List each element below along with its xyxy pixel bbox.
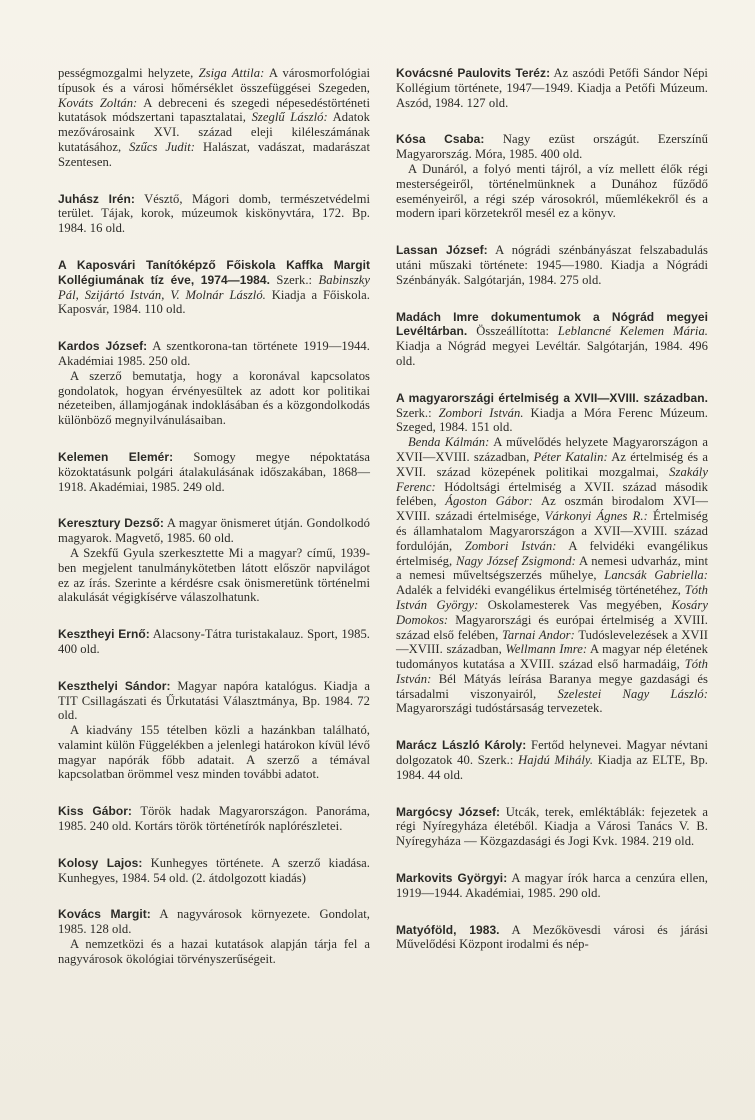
entry-text-fragment: A nemesi udvarház, mint a nemesi műveltségszerzés műhelye, (396, 553, 708, 583)
entry-text (396, 738, 708, 782)
author-name: Tóth István György: (396, 583, 708, 612)
entry-details: A szentkorona-tan története 1919—1944. Akadémiai 1985. 250 old. (58, 339, 370, 368)
entry-details: Az aszódi Petőfi Sándor Népi Kollégium története, 1947—1949. Kiadja a Petőfi Múzeum. Aszód, 1984. 127 old. (396, 66, 708, 110)
bibliography-entry (58, 450, 370, 494)
entry-annotation: A Szekfű Gyula szerkesztette Mi a magyar? című, 1939-ben megjelent tanulmánykötetben látott először napvilágot ez az írás. Szerinte a kérdésre csak önismeretünk történelmi alakulását végigkísérve válaszolhatunk. (58, 545, 370, 605)
author-name: Kesztheyi Ernő: (58, 627, 150, 642)
entry-text (58, 627, 370, 657)
author-name: Szakály Ferenc: (396, 464, 708, 494)
bibliography-entry (58, 258, 370, 317)
entry-details: A nagyvárosok környezete. Gondolat, 1985. 128 old. (58, 907, 370, 937)
entry-text-fragment: A debreceni és szegedi népesedéstörténeti kutatások módszertani tapasztalatai, (58, 95, 370, 125)
entry-text-fragment: pességmozgalmi helyzete, (58, 66, 199, 80)
author-name: Kovács Margit: (58, 907, 151, 922)
entry-text (58, 339, 370, 369)
author-name: Zsiga Attila: (198, 66, 265, 80)
author-name: Keresztury Dezső: (58, 516, 164, 531)
author-name: Péter Katalin: (533, 449, 608, 464)
entry-text (396, 243, 708, 287)
author-name: Nagy József Zsigmond: (456, 553, 576, 568)
entry-details: Kiadja a Nógrád megyei Levéltár. Salgótarján, 1984. 496 old. (396, 339, 708, 368)
bibliography-entry (58, 192, 370, 236)
right-column (396, 66, 708, 967)
entry-text-fragment: A művelődés helyzete Magyarországon a XVII—XVIII. században, (396, 435, 708, 464)
entry-contents (396, 435, 708, 716)
entry-text-fragment: A magyar nép életének tudományos kutatása a XVIII. század első harmadáig, (396, 642, 709, 672)
entry-details: Kunhegyes története. A szerző kiadása. Kunhegyes, 1984. 54 old. (2. átdolgozott kiadás) (58, 855, 370, 885)
author-name: Benda Kálmán: (408, 435, 490, 450)
entry-details: Török hadak Magyarországon. Panoráma, 1985. 240 old. Kortárs török történetírók naplórészletei. (58, 804, 370, 834)
entry-details: A magyar önismeret útján. Gondolkodó magyarok. Magvető, 1985. 60 old. (58, 516, 370, 546)
author-name: Kiss Gábor: (58, 804, 132, 819)
author-name: Zombori István: (464, 538, 557, 553)
entry-text (58, 804, 370, 834)
bibliography-entry (58, 856, 370, 886)
entry-text (396, 132, 708, 162)
author-name: Tarnai Andor: (502, 627, 575, 642)
entry-text-fragment: Hódoltsági értelmiség a XVII. század második felében, (396, 479, 708, 509)
bibliography-entry (396, 805, 708, 849)
entry-details: Kiadja az ELTE, Bp. 1984. 44 old. (396, 753, 708, 782)
entry-text (396, 391, 708, 435)
entry-text-fragment: Magyarországi tudóstársaság tervezetek. (396, 701, 603, 716)
author-name: Lancsák Gabriella: (604, 568, 708, 583)
entry-text-fragment: Halászat, vadászat, madarászat Szentesen. (58, 139, 371, 169)
entry-text-fragment: A városmorfológiai típusok és a városi hőmérséklet összefüggései Szegeden, (58, 66, 371, 95)
editor-names: Babinszky Pál, Szijártó István, V. Molnár László. (58, 272, 370, 302)
bibliography-entry (396, 132, 708, 221)
entry-text (58, 679, 370, 723)
entry-details: Kiadja a Móra Ferenc Múzeum. Szeged, 1984. 151 old. (396, 405, 709, 435)
entry-text (58, 856, 370, 886)
entry-details: Nagy ezüst országút. Ezerszínű Magyarország. Móra, 1985. 400 old. (396, 132, 709, 162)
entry-text (58, 516, 370, 546)
bibliography-entry (396, 66, 708, 110)
bibliography-entry (58, 804, 370, 834)
entry-text-fragment: Adalék a felvidéki evangélikus értelmiség történetéhez, (396, 583, 685, 598)
entry-text-fragment: Adatok mezővárosaink XVI. század eleji kiléleszámának kutatásához, (58, 110, 370, 154)
entry-text (396, 871, 708, 901)
bibliography-entry (396, 310, 708, 369)
author-name: Kósa Csaba: (396, 132, 485, 147)
bibliography-entry (58, 627, 370, 657)
bibliography-entry (58, 679, 370, 783)
entry-text-fragment: Az oszmán birodalom XVI—XVIII. századi értelmisége, (396, 494, 708, 524)
bibliography-entry (58, 339, 370, 428)
bibliography-entry (396, 923, 708, 953)
author-name: Wellmann Imre: (505, 642, 588, 657)
entry-text (58, 192, 370, 236)
author-name: Margócsy József: (396, 804, 501, 819)
entry-text (58, 66, 370, 170)
entry-text-fragment: Értelmiség és államhatalom Magyarországon a XVII—XVIII. század fordulóján, (396, 509, 709, 553)
author-name: Markovits Györgyi: (396, 871, 508, 886)
entry-annotation: A Dunáról, a folyó menti tájról, a víz mellett élők régi mesterségeiről, történelmünknek a Dunához fűződő eseményeiről, a régi szép városokról, műemlékekről és a modern ipari körzetekről mesél ez a könyv. (396, 161, 708, 221)
entry-text (58, 258, 370, 317)
author-name: Ágoston Gábor: (445, 494, 533, 509)
entry-text-fragment: Magyarországi és európai értelmiség a XVIII. század első felében, (396, 612, 708, 642)
entry-text (58, 907, 370, 937)
entry-title: A magyarországi értelmiség a XVII—XVIII. században. (396, 390, 708, 405)
entry-text-fragment: Szerk.: (270, 272, 319, 287)
entry-text-fragment: A felvidéki evangélikus értelmiség, (396, 538, 708, 568)
entry-details: Somogy megye népoktatása közoktatásunk polgári átalakulásának időszakában, 1868—1918. Akadémiai, 1985. 249 old. (58, 449, 370, 494)
left-column (58, 66, 370, 982)
bibliography-entry (58, 907, 370, 966)
entry-text (58, 450, 370, 494)
author-name: Szeglű László: (251, 110, 328, 125)
author-name: Matyóföld, 1983. (396, 922, 500, 937)
author-name: Szelestei Nagy László: (557, 686, 708, 701)
author-name: Marácz László Károly: (396, 738, 527, 753)
entry-text (396, 310, 708, 369)
entry-text (396, 923, 708, 953)
author-name: Tóth István: (396, 657, 708, 686)
entry-annotation: A nemzetközi és a hazai kutatások alapján tárja fel a nagyvárosok ökológiai törvényszerűségeit. (58, 937, 370, 966)
entry-annotation: A kiadvány 155 tételben közli a hazánkban található, valamint külön Függelékben a jelenlegi határokon kívül lévő magyar napórák főbb adatait. A szerző a témával kapcsolatban örömmel vesz minden további adatot. (58, 723, 370, 782)
author-name: Kardos József: (58, 339, 148, 354)
entry-details: A Mezőkövesdi városi és járási Művelődési Központ irodalmi és nép- (396, 922, 708, 952)
author-name: Kováts Zoltán: (58, 95, 138, 110)
entry-details: Magyar napóra katalógus. Kiadja a TIT Csillagászati és Űrkutatási Választmánya, Bp. 1984. 72 old. (58, 678, 370, 723)
entry-text-fragment: Bél Mátyás leírása Baranya megye gazdasági és társadalmi viszonyairól, (396, 671, 708, 701)
bibliography-entry (58, 66, 370, 170)
bibliography-entry (396, 391, 708, 717)
entry-text-fragment: Szerk.: (396, 405, 439, 420)
author-name: Várkonyi Ágnes R.: (544, 509, 648, 524)
entry-text-fragment: Összeállította: (467, 324, 558, 339)
author-name: Juhász Irén: (58, 191, 135, 206)
bibliography-entry (396, 871, 708, 901)
entry-details: Utcák, terek, emléktáblák: fejezetek a régi Nyíregyháza életéből. Kiadja a Városi Tanács V. B. Nyíregyháza — Közgazdasági és Jogi Kvk. 1984. 219 old. (396, 804, 709, 849)
entry-details: A nógrádi szénbányászat felszabadulás utáni műszaki története: 1945—1980. Kiadja a Nógrádi Szénbányák. Salgótarján, 1984. 275 old. (396, 243, 709, 287)
entry-text (396, 805, 708, 849)
entry-text-fragment: Az értelmiség és a XVII. század közepének politikai mozgalmai, (396, 449, 708, 479)
author-name: Kolosy Lajos: (58, 855, 143, 870)
entry-details: Vésztő, Mágori domb, természetvédelmi terület. Tájak, korok, múzeumok kiskönyvtára, 172. Bp. 1984. 16 old. (58, 191, 370, 236)
entry-text-fragment: Oskolamesterek Vas megyében, (478, 597, 672, 612)
editor-names: Zombori István. (438, 405, 524, 420)
entry-title: A Kaposvári Tanítóképző Főiskola Kaffka Margit Kollégiumának tíz éve, 1974—1984. (58, 257, 370, 287)
entry-text (396, 66, 708, 110)
author-name: Lassan József: (396, 243, 488, 258)
author-name: Kovácsné Paulovits Teréz: (396, 66, 551, 80)
editor-names: Leblancné Kelemen Mária. (557, 324, 708, 339)
author-name: Keszthelyi Sándor: (58, 678, 171, 693)
entry-text-fragment: Fertőd helynevei. Magyar névtani dolgozatok 40. Szerk.: (396, 738, 709, 768)
bibliography-entry (396, 738, 708, 782)
author-name: Kelemen Elemér: (58, 449, 174, 464)
entry-details: Kiadja a Főiskola. Kaposvár, 1984. 110 old. (58, 287, 370, 317)
author-name: Szűcs Judit: (129, 139, 196, 154)
entry-details: Alacsony-Tátra turistakalauz. Sport, 1985. 400 old. (58, 627, 371, 656)
entry-details: A magyar írók harca a cenzúra ellen, 1919—1944. Akadémiai, 1985. 290 old. (396, 871, 708, 900)
entry-title: Madách Imre dokumentumok a Nógrád megyei Levéltárban. (396, 309, 708, 339)
bibliography-entry (396, 243, 708, 287)
entry-annotation: A szerző bemutatja, hogy a koronával kapcsolatos gondolatok, hogyan érvényesültek az adott kor politikai nézeteiben, államjogának indoklásában és a közgondolkodás különböző megnyilvánulásaiban. (58, 368, 370, 428)
bibliography-entry (58, 516, 370, 605)
entry-text-fragment: Tudóslevelezések a XVII—XVIII. században, (396, 627, 708, 657)
author-name: Kosáry Domokos: (396, 597, 708, 627)
editor-names: Hajdú Mihály. (518, 753, 594, 768)
